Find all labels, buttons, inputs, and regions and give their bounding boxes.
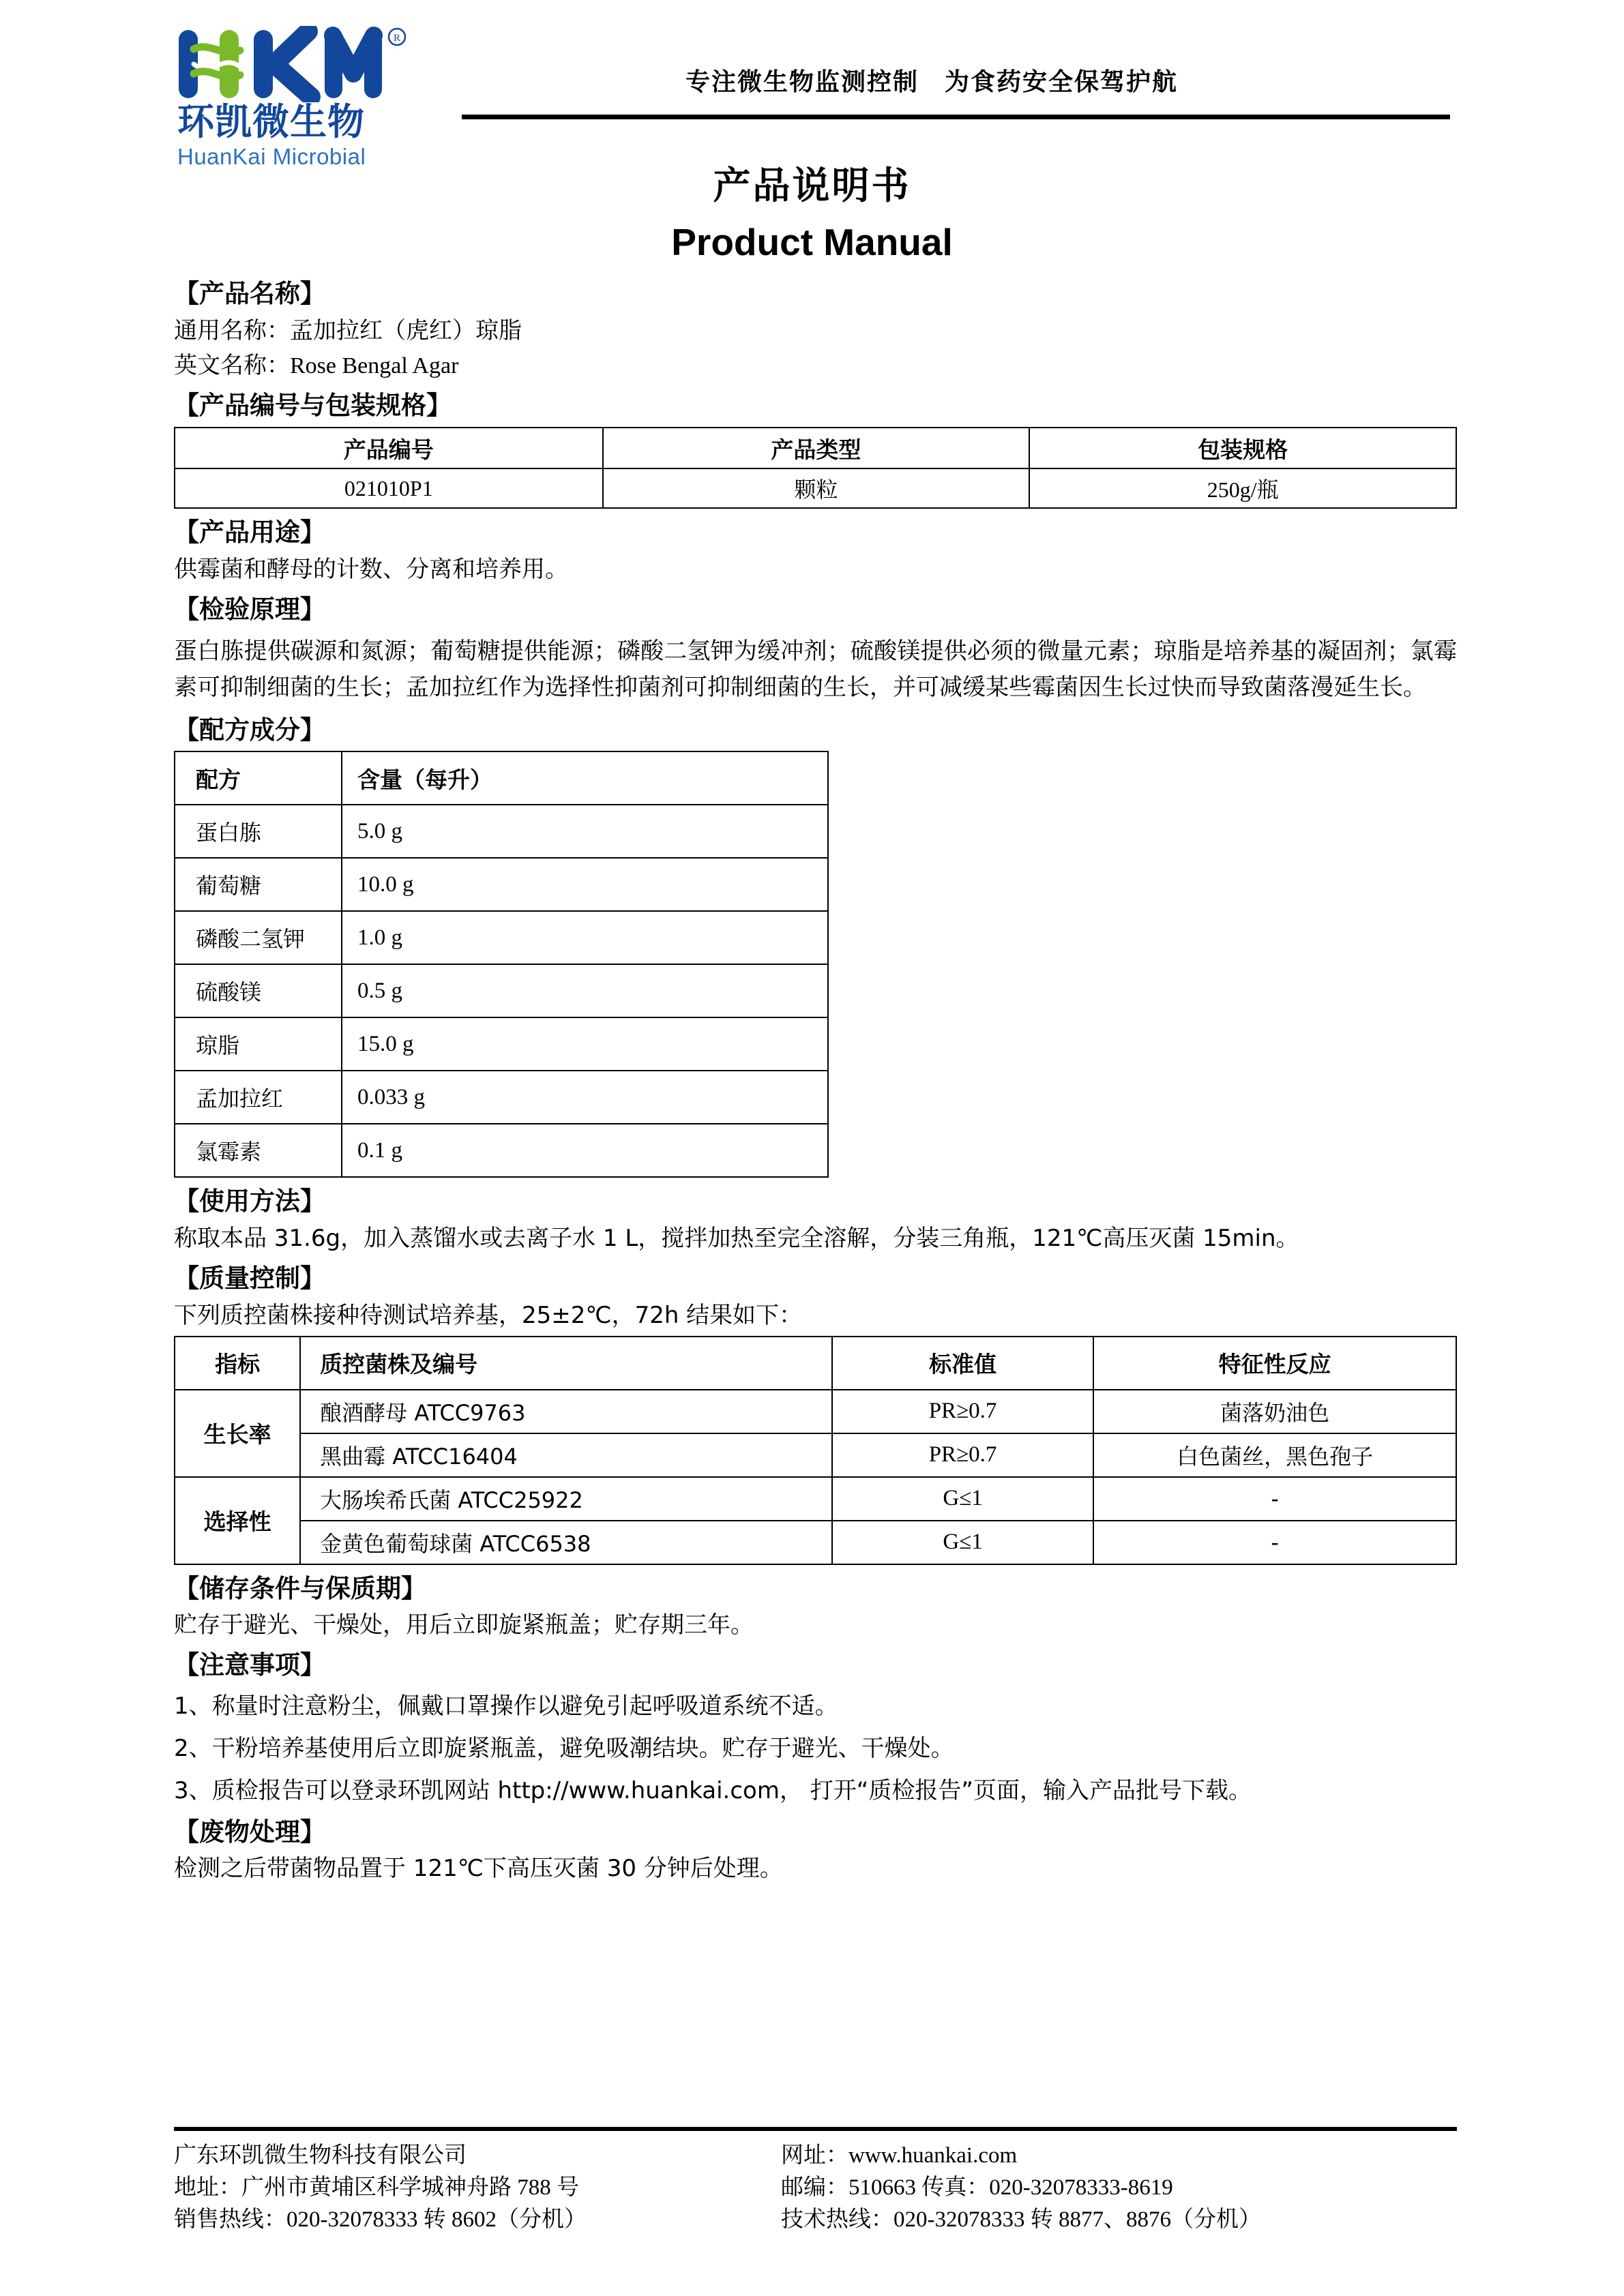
cell-ingredient-name: 孟加拉红 <box>175 1071 342 1124</box>
section-heading-waste-disposal: 【废物处理】 <box>174 1817 325 1847</box>
purpose-text: 供霉菌和酵母的计数、分离和培养用。 <box>174 555 568 583</box>
cell-reaction: - <box>1093 1477 1456 1521</box>
cell-ingredient-name: 蛋白胨 <box>175 805 342 858</box>
footer-company-name: 广东环凯微生物科技有限公司 <box>174 2143 467 2168</box>
col-formula-name: 配方 <box>175 751 342 805</box>
footer-website: 网址：www.huankai.com <box>781 2143 1018 2168</box>
col-product-code: 产品编号 <box>175 428 603 468</box>
table-row <box>175 1071 828 1124</box>
cell-ingredient-name: 磷酸二氢钾 <box>175 911 342 964</box>
cell-ingredient-amount: 15.0 g <box>342 1017 828 1071</box>
cell-reaction: 白色菌丝，黑色孢子 <box>1093 1433 1456 1477</box>
footer-tech-hotline: 技术热线：020-32078333 转 8877、8876（分机） <box>781 2207 1261 2233</box>
logo-chinese-name: 环凯微生物 <box>177 102 365 143</box>
section-heading-quality-control: 【质量控制】 <box>174 1263 325 1293</box>
table-row <box>175 1433 1456 1477</box>
cell-ingredient-name: 氯霉素 <box>175 1124 342 1177</box>
hkm-letters-icon <box>177 26 450 102</box>
table-row <box>175 911 828 964</box>
footer-postcode-fax: 邮编：510663 传真：020-32078333-8619 <box>781 2175 1173 2201</box>
cell-standard-value: PR≥0.7 <box>832 1433 1093 1477</box>
col-product-type: 产品类型 <box>603 428 1030 468</box>
quality-control-intro: 下列质控菌株接种待测试培养基，25±2℃，72h 结果如下： <box>174 1301 803 1329</box>
precaution-item-3: 3、质检报告可以登录环凯网站 http://www.huankai.com， 打开“质检报告”页面，输入产品批号下载。 <box>174 1777 1252 1805</box>
product-code-table <box>174 427 1457 509</box>
product-english-name-row <box>174 350 1457 383</box>
col-standard-value: 标准值 <box>832 1337 1093 1390</box>
table-header-row <box>175 428 1456 468</box>
cell-strain: 大肠埃希氏菌 ATCC25922 <box>300 1477 832 1521</box>
table-header-row <box>175 751 828 805</box>
footer-columns <box>174 2140 1457 2236</box>
section-heading-purpose: 【产品用途】 <box>174 518 325 548</box>
section-heading-product-name: 【产品名称】 <box>174 279 325 308</box>
page-header <box>167 0 1450 169</box>
section-heading-product-code: 【产品编号与包装规格】 <box>174 391 452 421</box>
cell-ingredient-name: 硫酸镁 <box>175 964 342 1017</box>
table-row <box>175 1124 828 1177</box>
table-row <box>175 805 828 858</box>
quality-control-table-body <box>175 1390 1456 1564</box>
product-english-name-label: 英文名称： <box>174 351 290 379</box>
quality-control-table <box>174 1336 1457 1565</box>
cell-strain: 酿酒酵母 ATCC9763 <box>300 1390 832 1433</box>
product-common-name-row <box>174 315 1457 347</box>
cell-package-spec: 250g/瓶 <box>1029 468 1456 508</box>
hkm-logo-mark <box>177 26 450 102</box>
cell-ingredient-amount: 0.5 g <box>342 964 828 1017</box>
col-package-spec: 包装规格 <box>1029 428 1456 468</box>
logo-english-name: HuanKai Microbial <box>177 144 366 169</box>
cell-strain: 黑曲霉 ATCC16404 <box>300 1433 832 1477</box>
company-logo <box>177 26 464 168</box>
product-english-name-value: Rose Bengal Agar <box>290 353 459 378</box>
table-row <box>175 858 828 911</box>
waste-disposal-text: 检测之后带菌物品置于 121℃下高压灭菌 30 分钟后处理。 <box>174 1855 783 1883</box>
page-title-english: Product Manual <box>671 221 953 263</box>
product-common-name-label: 通用名称： <box>174 316 290 344</box>
product-common-name-value: 孟加拉红（虎红）琼脂 <box>290 316 522 344</box>
cell-ingredient-amount: 1.0 g <box>342 911 828 964</box>
cell-ingredient-name: 琼脂 <box>175 1017 342 1071</box>
col-strain: 质控菌株及编号 <box>300 1337 832 1390</box>
precaution-item-2: 2、干粉培养基使用后立即旋紧瓶盖，避免吸潮结块。贮存于避光、干燥处。 <box>174 1734 954 1762</box>
col-formula-amount: 含量（每升） <box>342 751 828 805</box>
table-row <box>175 1390 1456 1433</box>
storage-text: 贮存于避光、干燥处，用后立即旋紧瓶盖；贮存期三年。 <box>174 1611 754 1639</box>
section-heading-storage: 【储存条件与保质期】 <box>174 1573 426 1603</box>
cell-ingredient-amount: 5.0 g <box>342 805 828 858</box>
cell-ingredient-amount: 10.0 g <box>342 858 828 911</box>
document-body <box>174 279 1457 1885</box>
cell-reaction: - <box>1093 1521 1456 1564</box>
cell-indicator-selectivity: 选择性 <box>175 1477 300 1564</box>
precaution-item-1: 1、称量时注意粉尘，佩戴口罩操作以避免引起呼吸道系统不适。 <box>174 1692 838 1720</box>
svg-text:R: R <box>393 33 401 44</box>
cell-ingredient-name: 葡萄糖 <box>175 858 342 911</box>
table-row <box>175 1521 1456 1564</box>
col-characteristic-reaction: 特征性反应 <box>1093 1337 1456 1390</box>
formula-table <box>174 751 829 1178</box>
principle-text: 蛋白胨提供碳源和氮源；葡萄糖提供能源；磷酸二氢钾为缓冲剂；硫酸镁提供必须的微量元素；琼脂是培养基的凝固剂；氯霉素可抑制细菌的生长；孟加拉红作为选择性抑菌剂可抑制细菌的生长，并可减缓某些霉菌因生长过快而导致菌落漫延生长。 <box>174 638 1457 702</box>
cell-standard-value: G≤1 <box>832 1477 1093 1521</box>
footer-sales-hotline: 销售热线：020-32078333 转 8602（分机） <box>174 2207 587 2233</box>
header-divider <box>462 115 1450 119</box>
cell-strain: 金黄色葡萄球菌 ATCC6538 <box>300 1521 832 1564</box>
formula-table-body <box>175 805 828 1177</box>
footer-address: 地址：广州市黄埔区科学城神舟路 788 号 <box>174 2175 579 2201</box>
table-row <box>175 1017 828 1071</box>
table-row <box>175 964 828 1017</box>
footer-right-column <box>781 2140 1457 2236</box>
section-heading-usage: 【使用方法】 <box>174 1187 325 1217</box>
header-tagline: 专注微生物监测控制 为食药安全保驾护航 <box>685 68 1179 96</box>
footer-divider <box>174 2127 1457 2131</box>
table-row <box>175 468 1456 508</box>
page-footer <box>174 2127 1457 2236</box>
table-row <box>175 1477 1456 1521</box>
cell-standard-value: PR≥0.7 <box>832 1390 1093 1433</box>
cell-product-code: 021010P1 <box>175 468 603 508</box>
cell-reaction: 菌落奶油色 <box>1093 1390 1456 1433</box>
cell-indicator-growth-rate: 生长率 <box>175 1390 300 1477</box>
cell-product-type: 颗粒 <box>603 468 1030 508</box>
cell-ingredient-amount: 0.033 g <box>342 1071 828 1124</box>
section-heading-precautions: 【注意事项】 <box>174 1650 325 1680</box>
footer-left-column <box>174 2140 781 2236</box>
cell-standard-value: G≤1 <box>832 1521 1093 1564</box>
page-title-chinese: 产品说明书 <box>713 164 911 207</box>
usage-text: 称取本品 31.6g，加入蒸馏水或去离子水 1 L，搅拌加热至完全溶解，分装三角瓶，121℃高压灭菌 15min。 <box>174 1225 1299 1253</box>
col-indicator: 指标 <box>175 1337 300 1390</box>
section-heading-formula: 【配方成分】 <box>174 715 325 745</box>
table-header-row <box>175 1337 1456 1390</box>
section-heading-principle: 【检验原理】 <box>174 594 325 624</box>
cell-ingredient-amount: 0.1 g <box>342 1124 828 1177</box>
